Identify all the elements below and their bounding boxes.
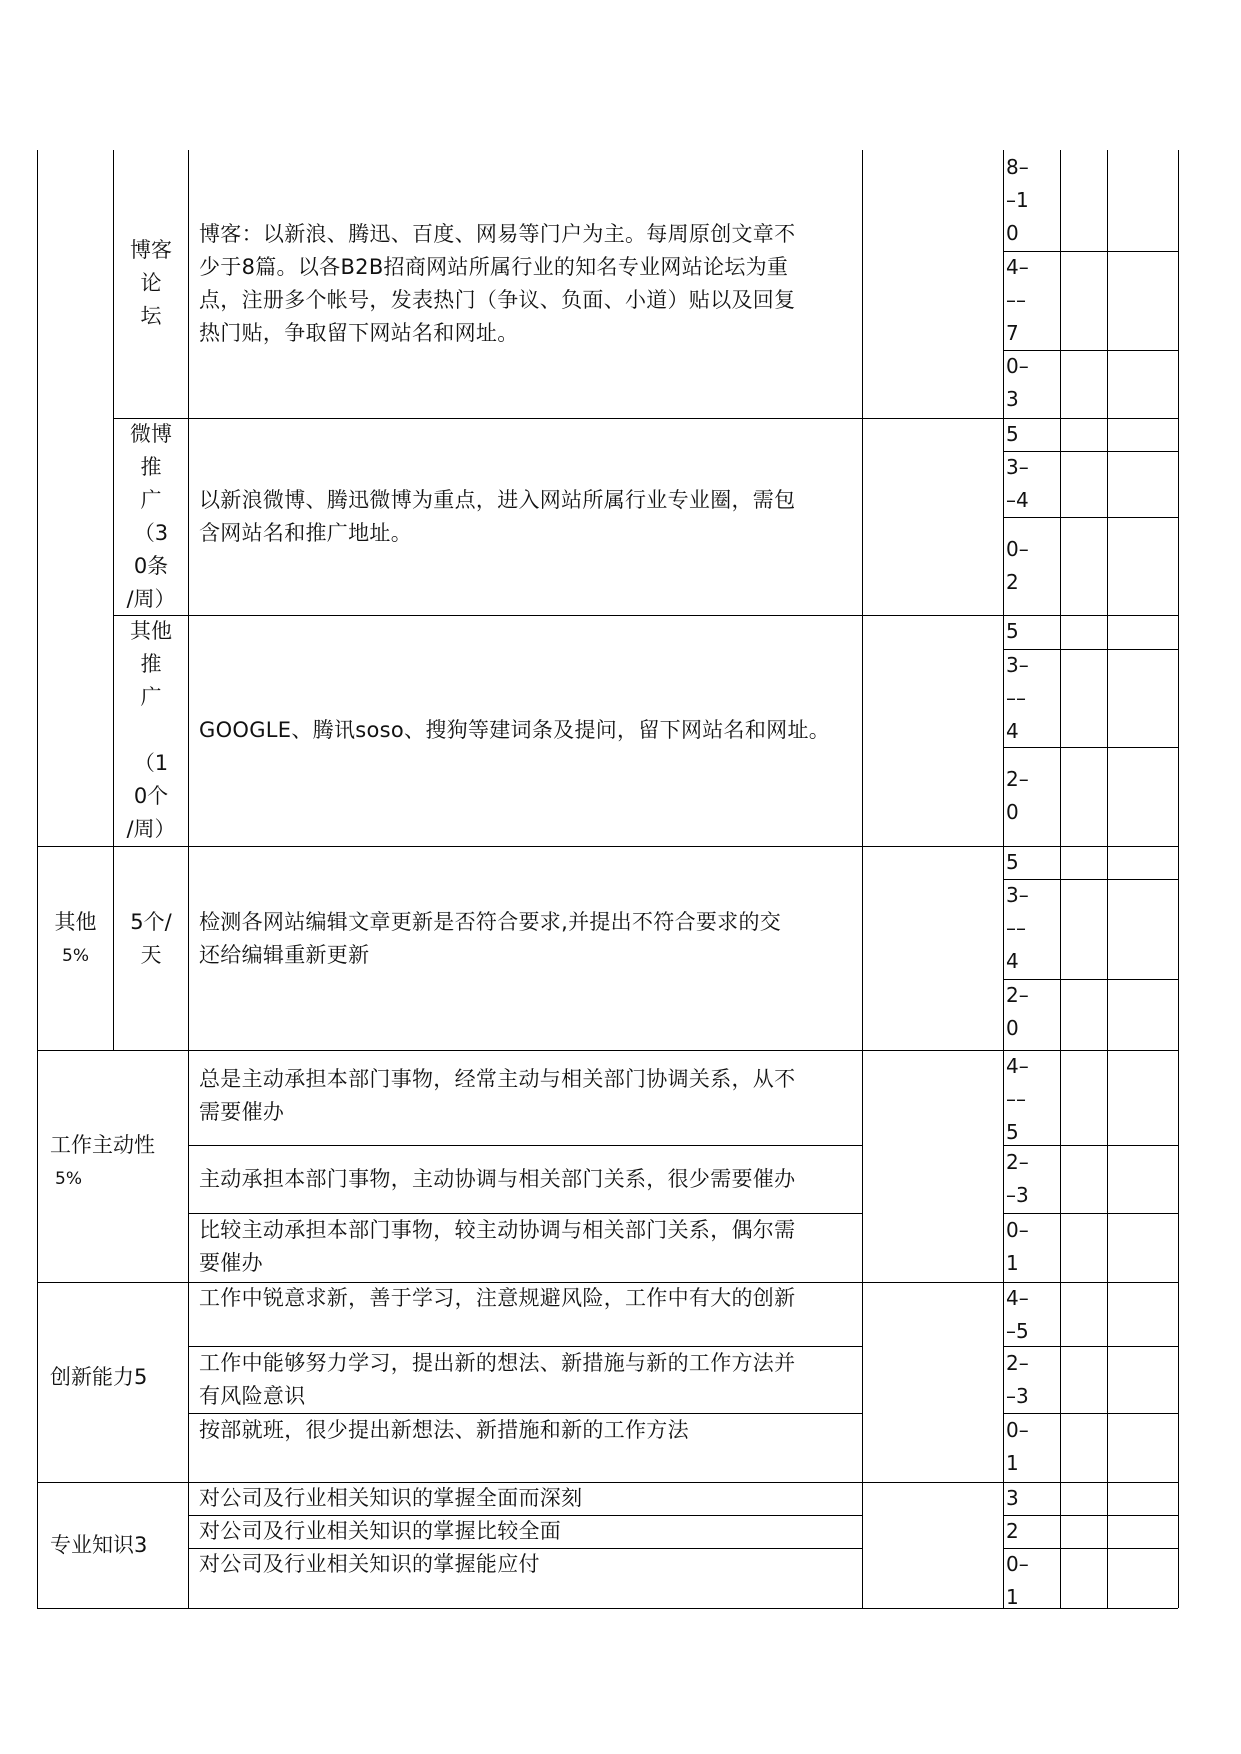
innovation-desc-mid: 工作中能够努力学习，提出新的想法、新措施与新的工作方法并 有风险意识: [199, 1351, 796, 1408]
initiative-desc-mid: 主动承担本部门事物，主动协调与相关部门关系，很少需要催办: [199, 1167, 796, 1191]
blog-forum-desc: 博客：以新浪、腾迅、百度、网易等门户为主。每周原创文章不 少于8篇。以各B2B招商网站所属行业的知名专业网站论坛为重 点，注册多个帐号，发表热门（争议、负面、小道）贴以及回复 热门贴，争取留下网站名和网址。: [199, 222, 796, 345]
score-line: [1003, 1548, 1178, 1549]
weibo-score-low: 0– 2: [1006, 537, 1029, 594]
other-label: 其他: [54, 910, 97, 934]
initiative-weight: 5%: [55, 1169, 82, 1189]
score-line: [1003, 251, 1178, 252]
score-line: [1003, 1413, 1178, 1414]
initiative-score-high: 4– –– 5: [1006, 1054, 1029, 1144]
score-line: [1003, 1346, 1178, 1347]
innovation-desc-high: 工作中锐意求新，善于学习，注意规避风险，工作中有大的创新: [199, 1286, 796, 1310]
col-divider-c: [862, 150, 863, 1608]
weibo-score-mid: 3– –4: [1006, 455, 1029, 512]
blog-score-low: 0– 3: [1006, 354, 1029, 411]
weibo-label: 微博 推 广 （3 0条 /周）: [126, 422, 176, 611]
innovation-desc-low: 按部就班，很少提出新想法、新措施和新的工作方法: [199, 1418, 689, 1442]
col-divider-b: [188, 150, 189, 1608]
score-line: [1003, 747, 1178, 748]
innovation-score-low: 0– 1: [1006, 1418, 1029, 1475]
score-line: [1003, 649, 1178, 650]
blog-score-high: 8– –1 0: [1006, 155, 1029, 245]
other-promo-desc: GOOGLE、腾讯soso、搜狗等建词条及提问，留下网站名和网址。: [199, 718, 831, 742]
innovation-label: 创新能力5: [50, 1365, 148, 1389]
initiative-score-mid: 2– –3: [1006, 1150, 1029, 1207]
initiative-score-low: 0– 1: [1006, 1218, 1029, 1275]
knowledge-desc-high: 对公司及行业相关知识的掌握全面而深刻: [199, 1486, 583, 1510]
innovation-score-mid: 2– –3: [1006, 1351, 1029, 1408]
blog-score-mid: 4– –– 7: [1006, 255, 1029, 345]
score-line: [1003, 979, 1178, 980]
other-score-high: 5: [1006, 850, 1019, 874]
knowledge-score-low: 0– 1: [1006, 1552, 1029, 1609]
score-line: [1003, 350, 1178, 351]
score-line: [1003, 517, 1178, 518]
score-line: [1003, 879, 1178, 880]
initiative-label: 工作主动性: [50, 1133, 155, 1157]
knowledge-desc-low: 对公司及行业相关知识的掌握能应付: [199, 1552, 540, 1576]
table-left-border: [37, 150, 38, 1608]
score-line: [1003, 1515, 1178, 1516]
other-promo-score-high: 5: [1006, 619, 1019, 643]
other-promo-score-mid: 3– –– 4: [1006, 653, 1029, 743]
weibo-desc: 以新浪微博、腾迅微博为重点，进入网站所属行业专业圈，需包 含网站名和推广地址。: [199, 488, 796, 545]
knowledge-score-high: 3: [1006, 1486, 1019, 1510]
knowledge-score-mid: 2: [1006, 1519, 1019, 1543]
row-line: [188, 1145, 862, 1146]
other-desc: 检测各网站编辑文章更新是否符合要求,并提出不符合要求的交 还给编辑重新更新: [199, 910, 782, 967]
other-promo-score-low: 2– 0: [1006, 767, 1029, 824]
other-weight: 5%: [62, 946, 89, 966]
initiative-desc-high: 总是主动承担本部门事物，经常主动与相关部门协调关系，从不 需要催办: [199, 1067, 796, 1124]
other-score-low: 2– 0: [1006, 983, 1029, 1040]
knowledge-desc-mid: 对公司及行业相关知识的掌握比较全面: [199, 1519, 562, 1543]
score-line: [1003, 451, 1178, 452]
score-line: [1003, 1213, 1178, 1214]
initiative-desc-low: 比较主动承担本部门事物，较主动协调与相关部门关系，偶尔需 要催办: [199, 1218, 796, 1275]
other-frequency: 5个/ 天: [130, 910, 172, 967]
other-score-mid: 3– –– 4: [1006, 883, 1029, 973]
table-right-border: [1178, 150, 1179, 1608]
other-promo-label: 其他 推 广 （1 0个 /周）: [126, 619, 176, 841]
innovation-score-high: 4– –5: [1006, 1286, 1029, 1343]
blog-forum-label: 博客 论 坛: [130, 238, 172, 328]
knowledge-label: 专业知识3: [50, 1533, 148, 1557]
score-line: [1003, 1145, 1178, 1146]
weibo-score-high: 5: [1006, 422, 1019, 446]
